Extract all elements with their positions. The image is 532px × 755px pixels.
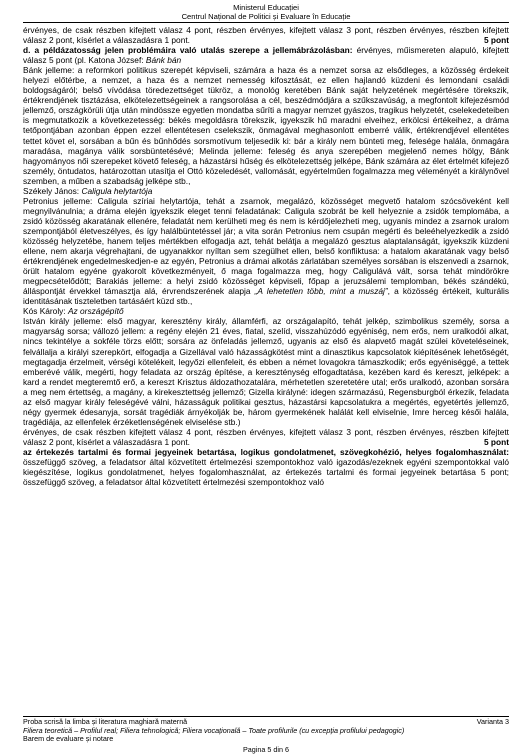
criterion-d-heading: d. a példázatosság jelen problémáira való utalás szerepe a jellemábrázolásban:: [23, 45, 353, 56]
istvan-character-paragraph: István király jelleme: első magyar, keresztény király, államférfi, az országalapító, tehát jelkép, szimbolikus személy, sorsa a magyarság sorsa; vállozó jellem: a regény elején 21 éves, fiatal, szelíd, visszahúzódó egyéniség, nem erős, nem uralkodói alkat, nincs tekintélye a sokféle törzs előtt; sorsára az önfeladás jellemző, ugyanis az első és alapvető magát szülei követeléseinek, felvállalja a királyi szerepkört, elfogadja a Gizellával való házasságkötést mint a dinasztikus kapcsolatok kiépítésének lehetőségét, megtagadja érzelmeit, vérségi kötelékeit, legyőzi ellenfeleit, és ebben a német lovagokra támaszkodik; erős egyéniséggé, a tettek emberévé válik, megérti, hogy feladata az ország építése, a kereszténység elfogadtatása, kezében kard és kereszt, jelképek: a kard a rendet megteremtő erő, a kereszt Krisztus áldozathozatalára, mérhetetlen szeretetére utal; erős uralkodó, azonban sorsára a meg nem értettség, a magány, a kirekesztettség jellemző; Gizella királyné: idegen származású, Regensburgból érkezik, feladata az első magyar király feleségévé válni, házasságuk politikai gesztus, házastársi kapcsolatukra a megértés, egyetértés jellemző, négy gyermek édesanyja, sorsát tragédiák árnyékolják be, három gyermekének halálát kell elviselnie, Imre herceg késői halála, tragédiája, az ellenfelek érzéketlenségének elviselése stb.): [23, 316, 509, 427]
essay-criterion-text: összefüggő szöveg, a feladatsor által közvetített értelmezési szempontokhoz való igazodás/ezeknek egyéni szempontokkal való kiegészítése, logikus gondolatmenet, helyes fogalomhasználat, az értekezés tartalmi és formai jegyeinek betartása 5 pont; összefüggő szöveg, a feladatsor által közvetített értelmezési szempontokhoz való: [23, 457, 509, 488]
petronius-character-paragraph: [23, 196, 509, 307]
work-title-caligula: Caligula helytartója: [81, 185, 153, 196]
essay-criterion-heading: az értekezés tartalmi és formai jegyeinek betartása, logikus gondolatmenet, szövegkohézió, helyes fogalomhasználat:: [23, 446, 509, 457]
scoring-paragraph-2: [23, 427, 509, 447]
footer-profiles: Filiera teoretică – Profilul real; Filiera tehnologică; Filiera vocațională – Toate profilurile (cu excepția profilului pedagogic): [23, 725, 405, 735]
footer-barem: Barem de evaluare și notare: [23, 734, 114, 744]
petronius-text-end: , a közösség értékeit, kulturális identitásának tiszteletben tartásáért küzd stb.,: [23, 286, 509, 307]
author-kos: Kós Károly:: [23, 306, 68, 317]
work-title-orszagepito: Az országépítő: [67, 306, 124, 317]
criterion-d-text: érvényes, műismereten alapuló, kifejtett válasz 5 pont (pl. Katona József:: [23, 45, 509, 66]
work-heading-caligula: [23, 186, 509, 196]
criterion-d: [23, 45, 509, 65]
scoring-paragraph-1: [23, 25, 509, 45]
footer-exam-title: Proba scrisă la limba și literatura maghiară maternă: [23, 717, 188, 726]
document-body: [23, 25, 509, 487]
work-title-bank-ban: Bánk bán: [145, 55, 182, 66]
quotation: „A lehetetlen több, mint a muszáj”: [254, 286, 388, 297]
scoring-text-2: érvényes, de csak részben kifejtett válasz 4 pont, részben érvényes, kifejtett válasz 3 pont, részben érvényes, részben kifejtett válasz 2 pont, kísérlet a válaszadásra 1 pont.: [23, 426, 509, 447]
essay-criterion: [23, 447, 509, 487]
bank-character-paragraph: Bánk jelleme: a reformkori politikus szerepét képviseli, számára a haza és a nemzet sorsa az elsődleges, a közösség érdekeit helyezi előtérbe, a nemzet, a haza és a nemzet nemesség kifosztását, ez ellen hajlandó küzdeni és lemondani családi boldogságáról; belső vívódása töredezettséget tükröz, a monológ keretében Bánk saját helyzetének megértésére törekszik, értékrendjének tisztázása, elkötelezettségeinek a rangsorolása a cél, beszédmódjára a szűkszavúság, a megfontolt kifejezésmód jellemző, országkörüli útja után mindössze egyetlen mondatba sűríti a magyar nemzet gyászos, tragikus helyzetét, cselekedeteiben is megmutatkozik a következetesség: békés megoldásra törekszik, igyekszik hű maradni elveihez, erkölcsi értékeihez, a dráma tetőpontjában azonban éppen ezzel ellentétesen cselekszik, önmagával meghasonlott emberré válik, értékrendjével ellentétes tettet követ el, sorsában a bűn és bűnhődés sorsmotívum teljesedik ki: bár a király nem bünteti meg, felesége halála, önmagára maradása, magánya válik sorsbüntetésévé; Melinda jelleme: feleség és anya szerepében megjelenő nemes hölgy, Bánk hagyományos női szerepeket követő feleség, a házastársi hűség és elkötelezettség jelképe, Bánk számára az élet értelmét kifejező személy, öntudatos, határozottan utasítja el Ottó közeledését, vallomását, egyértelműen fogalmazza meg véleményét a királynővel szemben, a műben a szabadság jelképe stb.,: [23, 65, 509, 186]
center-name: Centrul Național de Politici și Evaluare în Educație: [23, 12, 509, 23]
footer-variant: Varianta 3: [476, 717, 509, 726]
petronius-text: Petronius jelleme: Caligula szíriai helytartója, tehát a zsarnok, megalázó, közösséget megvető hatalom szócsöveként kell megnyilvánulnia; a dráma elején igyekszik eleget tenni feladatának: Caligula szobrát be kell helyeznie a zsidók templomába, a zsidó közösség akaratának ellenére, feladatát nem kerülheti meg és nem is kérdőjelezheti meg, ugyanis mindez a zsarnok uralom szempontjából életveszélyes, és így halálbüntetéssel jár; a vita során Petronius nem csupán megérti és beleéhelyezkedik a zsidó közösség helyzetébe, hanem teljes mértékben elfogadja azt, tehát belátja a megalázó gesztus alaptalanságát, igyekszik küzdeni ellene, nem akarja végrehajtani, de ugyanakkor nyíltan sem szegülhet ellen, belső konfliktusa: a hatalom akaratának vagy belső értékrendjének engedelmeskedjen-e az egyén, Petronius a drámai alkotás zárlatában személyes sorsában is elszenvedi a zsarnok, örült hatalom egyéne gyakorolt következményeit, ő maga fogalmazza meg, hogy Caligulává vált, sorsa tehát mindörökre megpecsételődött; Barakiás jelleme: a helyi zsidó közösséget képviseli, főpap a jeruzsálemi templomban, békés szándékú, álláspontját érvekkel támasztja alá, érvrendszerének alapja: [23, 195, 509, 297]
author-szekely: Székely János:: [23, 185, 82, 196]
points-label-2: 5 pont: [483, 436, 509, 447]
ministry-name: Ministerul Educației: [233, 3, 299, 12]
scoring-text-1: érvényes, de csak részben kifejtett válasz 4 pont, részben érvényes, kifejtett válasz 3 pont, részben érvényes, részben kifejtett válasz 2 pont, kísérlet a válaszadásra 1 pont.: [23, 25, 509, 46]
work-heading-orszagepito: [23, 306, 509, 316]
page-number: Pagina 5 din 6: [243, 745, 289, 755]
page-header: [23, 0, 509, 23]
points-label-1: 5 pont: [483, 35, 509, 46]
page-footer: [23, 716, 509, 755]
